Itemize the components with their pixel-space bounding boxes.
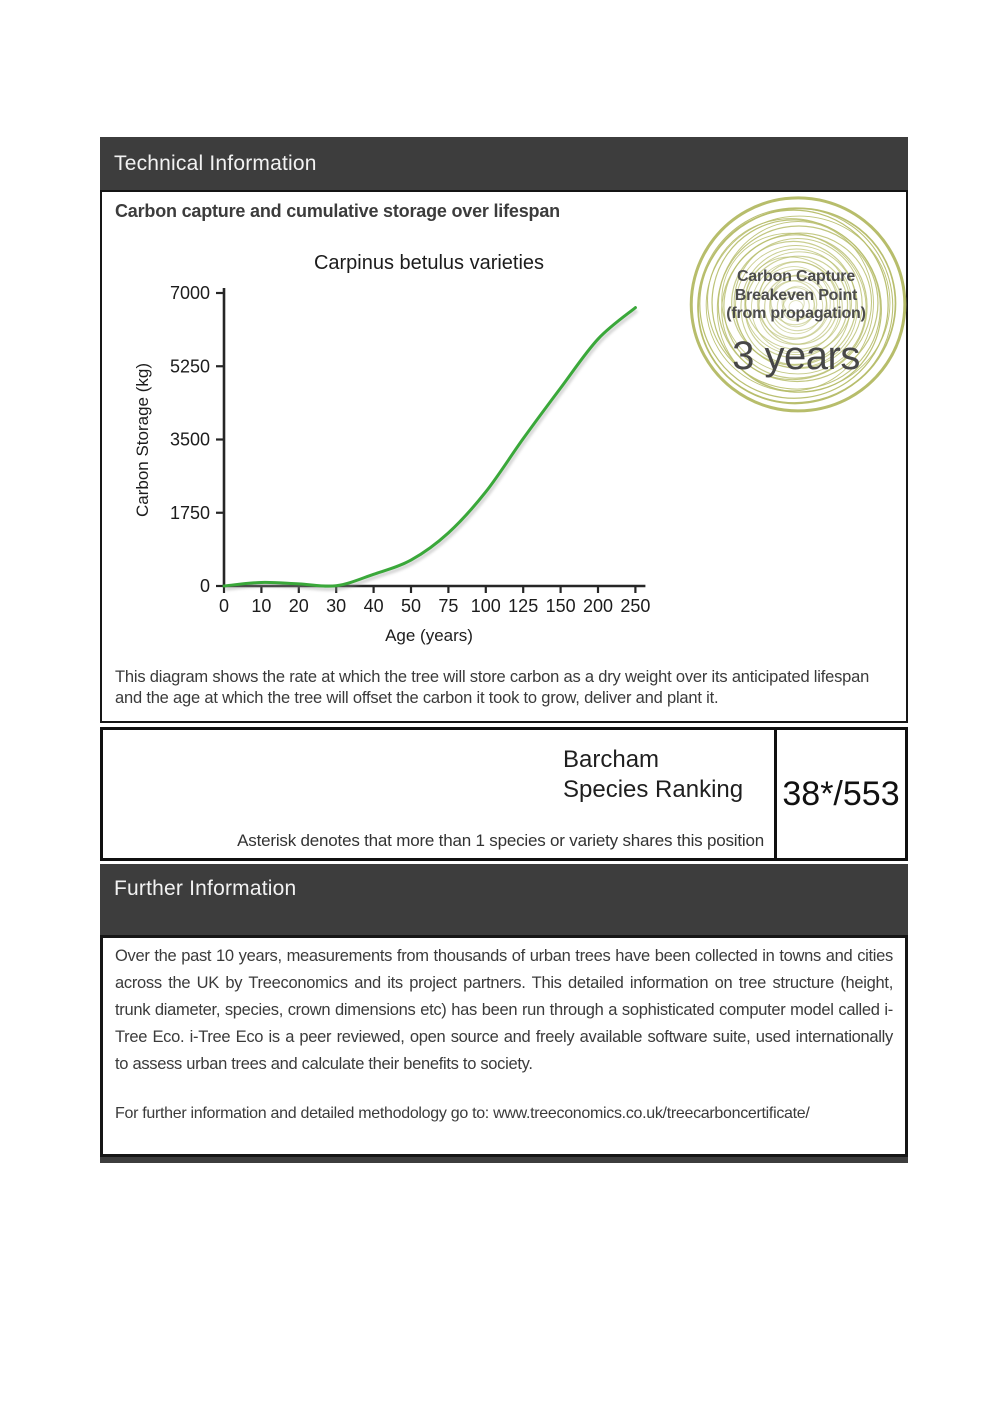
ranking-label: Species Ranking (563, 776, 744, 803)
y-tick-label: 3500 (169, 429, 210, 450)
technical-information-body (100, 192, 908, 723)
chart-xlabel: Age (years) (385, 626, 473, 645)
chart-section-subtitle: Carbon capture and cumulative storage over lifespan (115, 201, 560, 221)
x-tick-label: 50 (400, 596, 422, 616)
badge-title-line1: Carbon Capture (736, 268, 856, 285)
breakeven-value: 3 years (732, 333, 860, 378)
further-information-body (100, 935, 908, 1157)
x-tick-label: 0 (218, 596, 230, 616)
technical-information-header (100, 137, 908, 192)
x-tick-label: 75 (438, 596, 459, 616)
chart-description: This diagram shows the rate at which the tree will store carbon as a dry weight over its anticipated lifespan and the age at which the tree will offset the carbon it took to grow, deliver and plant it. (115, 668, 870, 707)
x-tick-label: 200 (582, 596, 614, 616)
species-ranking-left-cell (103, 730, 774, 858)
y-tick-label: 7000 (169, 283, 210, 303)
technical-information-title: Technical Information (114, 151, 317, 175)
ranking-org: Barcham (563, 746, 660, 773)
x-tick-label: 40 (363, 596, 384, 616)
species-ranking-value-cell (774, 730, 905, 858)
species-ranking-value: 38*/553 (782, 774, 900, 813)
chart-ylabel: Carbon Storage (kg) (133, 362, 152, 518)
chart-title: Carpinus betulus varieties (313, 252, 545, 274)
carbon-curve (224, 308, 635, 587)
further-information-section (100, 864, 908, 1163)
carbon-storage-chart-canvas (132, 245, 672, 655)
y-tick-label: 5250 (169, 356, 210, 377)
further-information-link-line: For further information and detailed methodology go to: www.treeconomics.co.uk/treecarboncertificate/ (115, 1105, 810, 1122)
x-tick-label: 125 (508, 596, 539, 616)
badge-title-line2: Breakeven Point (734, 286, 858, 304)
further-information-paragraph: Over the past 10 years, measurements from thousands of urban trees have been collected in towns and cities across the UK by Treeconomics and its project partners. This detailed information on tree structure (height, trunk diameter, species, crown dimensions etc) has been run through a sophisticated computer model called i-Tree Eco. i-Tree Eco is a peer reviewed, open source and freely available software suite, used internationally to assess urban trees and calculate their benefits to society. (115, 947, 893, 1073)
x-tick-label: 250 (620, 596, 651, 616)
species-ranking-box (100, 727, 908, 861)
x-tick-label: 100 (470, 596, 501, 616)
x-tick-label: 30 (326, 596, 347, 616)
y-tick-label: 0 (199, 576, 210, 596)
badge-title-line3: (from propagation) (726, 305, 866, 322)
x-tick-label: 150 (545, 596, 576, 616)
x-tick-label: 20 (288, 596, 309, 616)
carbon-storage-chart (132, 245, 672, 655)
further-information-title: Further Information (114, 877, 297, 900)
x-tick-label: 10 (251, 596, 272, 616)
y-tick-label: 1750 (169, 502, 210, 523)
species-ranking-title (563, 745, 743, 805)
breakeven-badge (680, 196, 912, 428)
ranking-footnote: Asterisk denotes that more than 1 species or variety shares this position (237, 831, 764, 850)
breakeven-badge-text (680, 268, 912, 379)
